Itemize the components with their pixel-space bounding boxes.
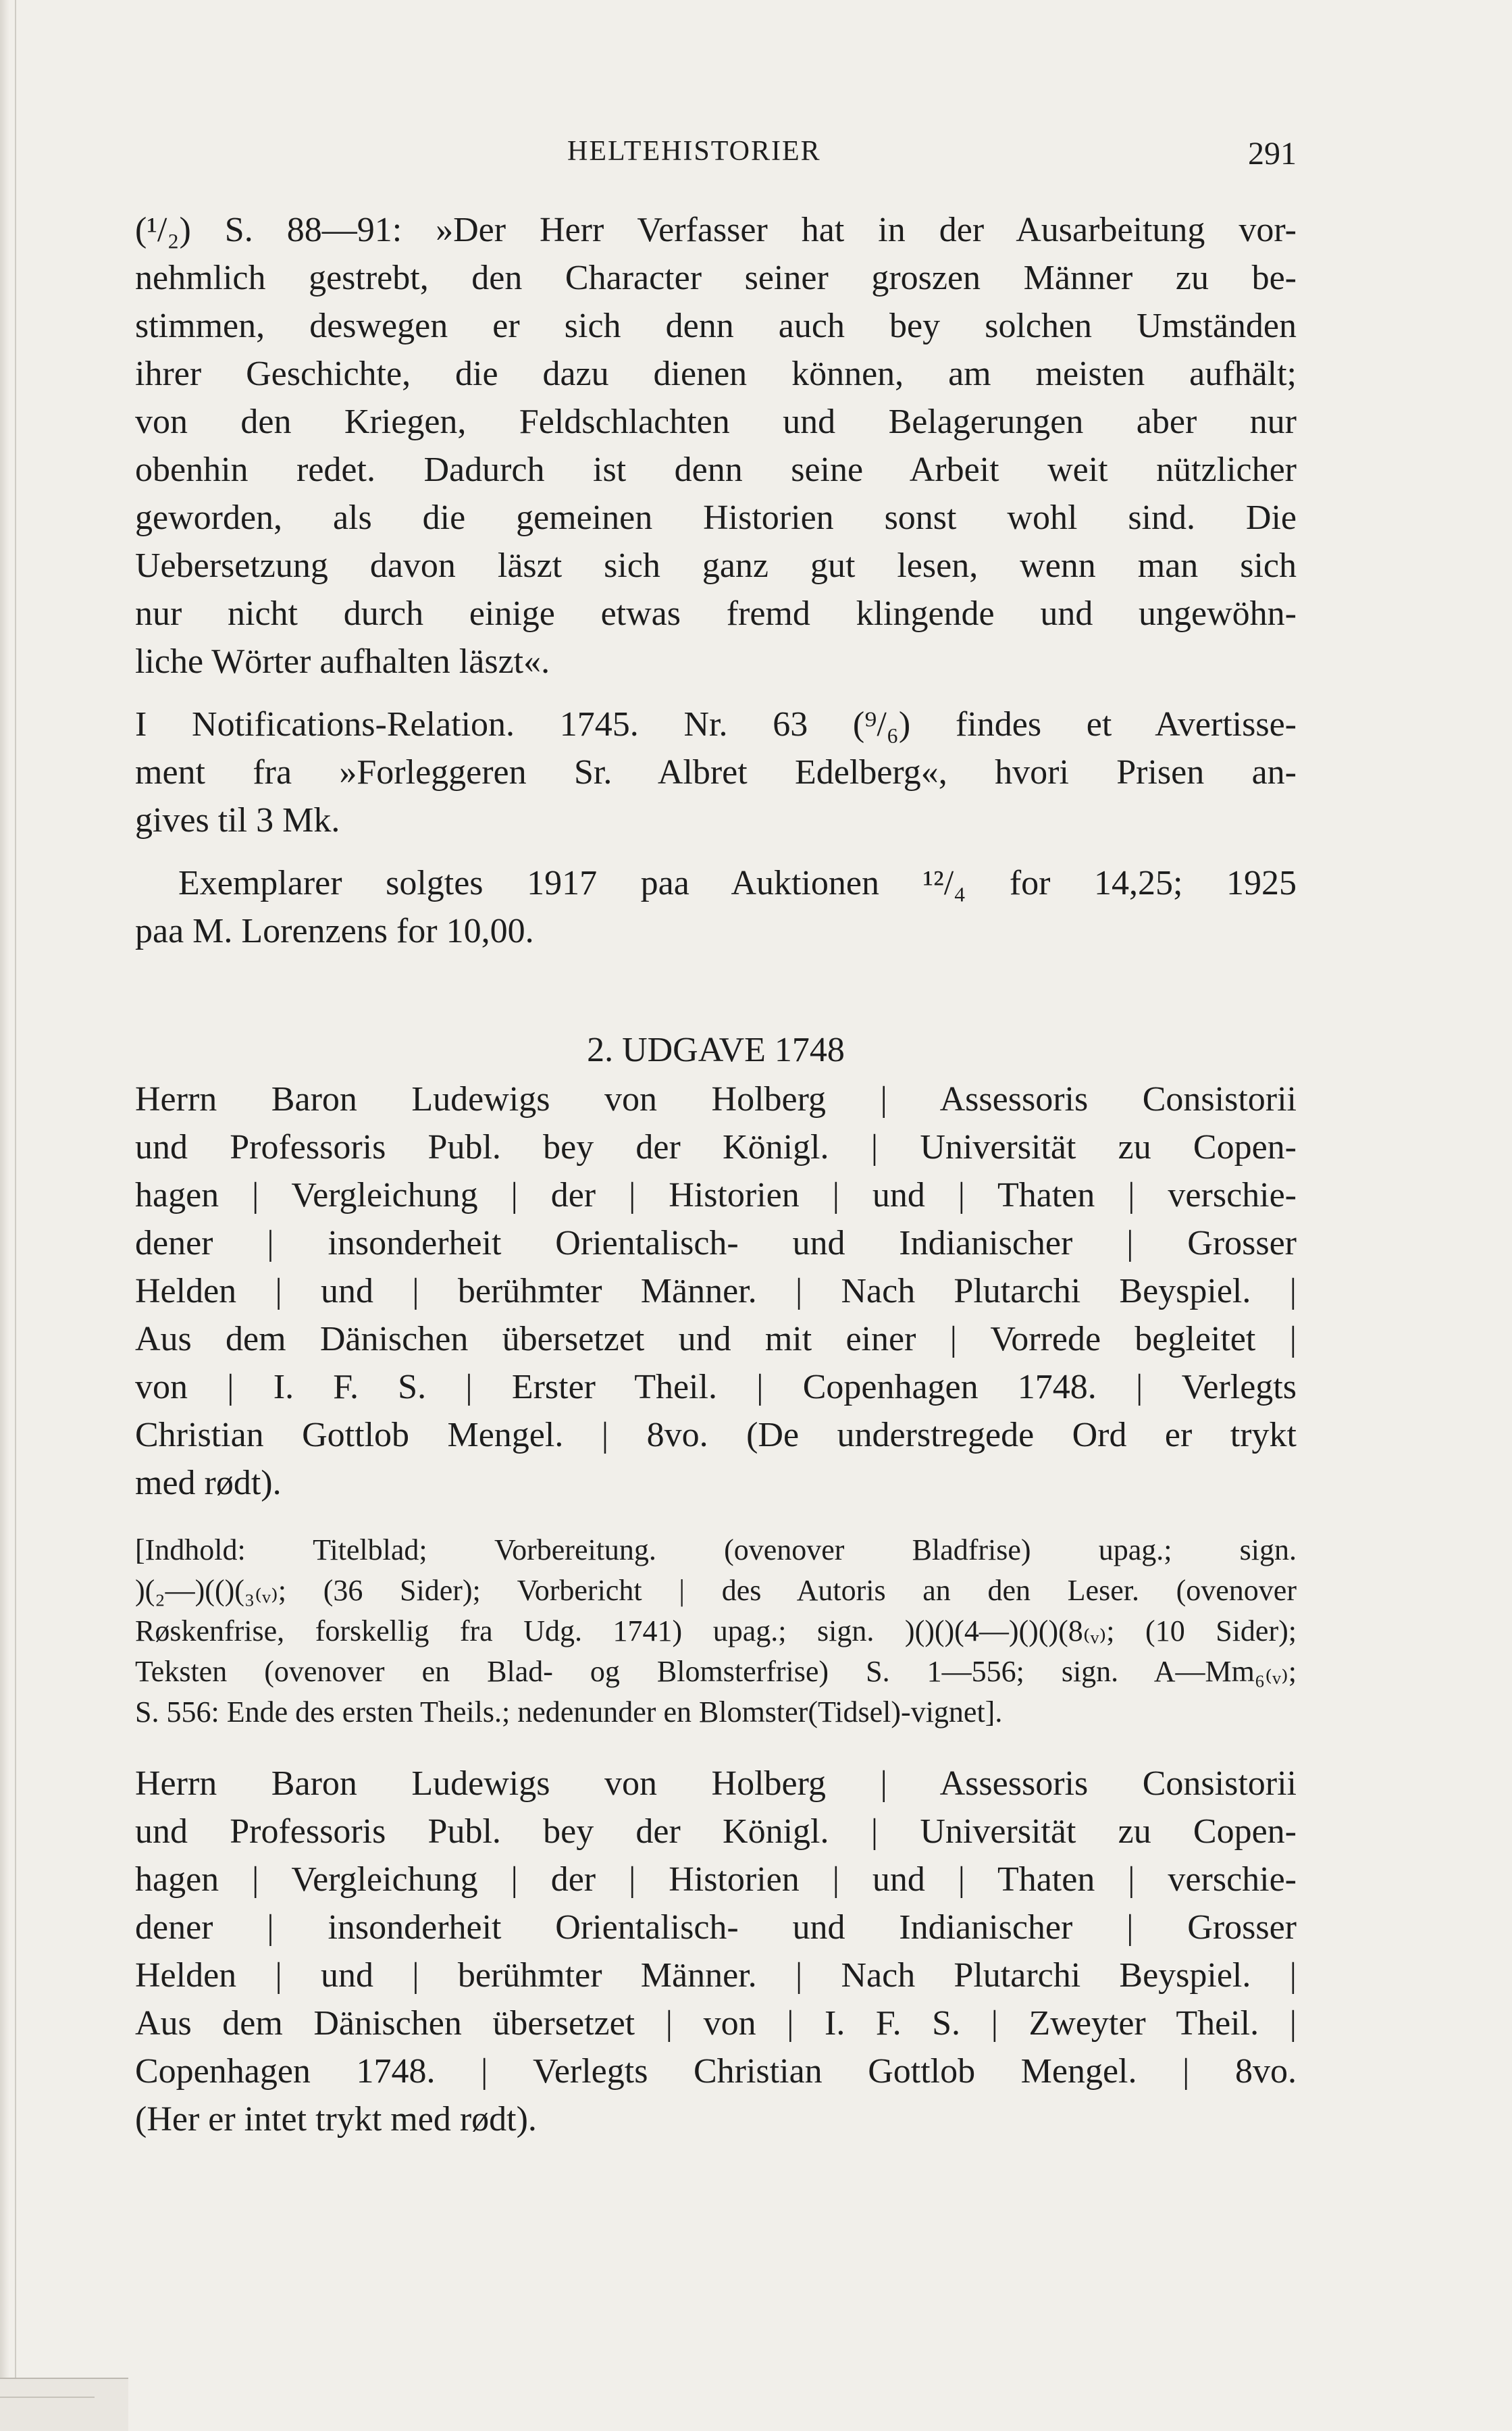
paragraph-title-vol2 <box>135 1760 1297 2143</box>
text-line: Christian Gottlob Mengel. | 8vo. (De understregede Ord er trykt <box>135 1416 1297 1454</box>
text-line: und Professoris Publ. bey der Königl. | Universität zu Copen- <box>135 1128 1297 1167</box>
text-line: stimmen, deswegen er sich denn auch bey solchen Umständen <box>135 307 1297 345</box>
section-heading: 2. UDGAVE 1748 <box>587 1031 845 1069</box>
text-line: nehmlich gestrebt, den Character seiner groszen Männer zu be- <box>135 259 1297 297</box>
text-line: nur nicht durch einige etwas fremd klingende und ungewöhn- <box>135 594 1297 633</box>
text-line: med rødt). <box>135 1464 282 1502</box>
text-line: gives til 3 Mk. <box>135 801 340 840</box>
text-line: )(₂—)(()(₃₍ᵥ₎; (36 Sider); Vorbericht | des Autoris an den Leser. (ovenover <box>135 1574 1297 1607</box>
text-line: dener | insonderheit Orientalisch- und Indianischer | Grosser <box>135 1908 1297 1947</box>
text-line: Herrn Baron Ludewigs von Holberg | Assessoris Consistorii <box>135 1764 1297 1803</box>
text-line: und Professoris Publ. bey der Königl. | Universität zu Copen- <box>135 1812 1297 1851</box>
running-title: HELTEHISTORIER <box>567 136 821 167</box>
paragraph-quote <box>135 206 1297 686</box>
page-edge <box>0 0 9 2430</box>
page-edge-line <box>15 0 16 2430</box>
text-line: ihrer Geschichte, die dazu dienen können, am meisten aufhält; <box>135 355 1297 393</box>
text-line: (¹/₂) S. 88—91: »Der Herr Verfasser hat in der Ausarbeitung vor- <box>135 211 1297 249</box>
text-line: von den Kriegen, Feldschlachten und Belagerungen aber nur <box>135 403 1297 441</box>
text-line: von | I. F. S. | Erster Theil. | Copenhagen 1748. | Verlegts <box>135 1368 1297 1406</box>
text-line: paa M. Lorenzens for 10,00. <box>135 912 534 950</box>
text-line: ment fra »Forleggeren Sr. Albret Edelberg«, hvori Prisen an- <box>135 753 1297 792</box>
text-line: Aus dem Dänischen übersetzet und mit einer | Vorrede begleitet | <box>135 1320 1297 1358</box>
text-line: geworden, als die gemeinen Historien sonst wohl sind. Die <box>135 498 1297 537</box>
text-line: I Notifications-Relation. 1745. Nr. 63 (⁹/₆) findes et Avertisse- <box>135 705 1297 744</box>
paragraph-notification <box>135 700 1297 844</box>
text-line: obenhin redet. Dadurch ist denn seine Arbeit weit nützlicher <box>135 451 1297 489</box>
bottom-tab-inner <box>0 2397 95 2431</box>
paragraph-title-vol1 <box>135 1075 1297 1507</box>
contents-note <box>135 1530 1297 1733</box>
text-line: Copenhagen 1748. | Verlegts Christian Gottlob Mengel. | 8vo. <box>135 2052 1297 2091</box>
text-line: liche Wörter aufhalten läszt«. <box>135 642 550 681</box>
text-line: (Her er intet trykt med rødt). <box>135 2100 537 2139</box>
text-line: Uebersetzung davon läszt sich ganz gut lesen, wenn man sich <box>135 546 1297 585</box>
text-line: dener | insonderheit Orientalisch- und Indianischer | Grosser <box>135 1224 1297 1262</box>
running-head <box>135 135 1297 176</box>
page-body <box>135 206 1297 2143</box>
text-line: [Indhold: Titelblad; Vorbereitung. (ovenover Bladfrise) upag.; sign. <box>135 1533 1297 1566</box>
text-line: Aus dem Dänischen übersetzet | von | I. F. S. | Zweyter Theil. | <box>135 2004 1297 2043</box>
text-line: Teksten (ovenover en Blad- og Blomsterfrise) S. 1—556; sign. A—Mm₆₍ᵥ₎; <box>135 1655 1297 1688</box>
text-line: Røskenfrise, forskellig fra Udg. 1741) upag.; sign. )()()(4—)()()(8₍ᵥ₎; (10 Sider); <box>135 1614 1297 1647</box>
text-line: Exemplarer solgtes 1917 paa Auktionen ¹²/₄ for 14,25; 1925 <box>178 864 1297 902</box>
text-line: hagen | Vergleichung | der | Historien | und | Thaten | verschie- <box>135 1860 1297 1899</box>
text-line: Helden | und | berühmter Männer. | Nach Plutarchi Beyspiel. | <box>135 1272 1297 1310</box>
text-line: hagen | Vergleichung | der | Historien | und | Thaten | verschie- <box>135 1176 1297 1214</box>
text-line: Herrn Baron Ludewigs von Holberg | Assessoris Consistorii <box>135 1080 1297 1119</box>
text-line: S. 556: Ende des ersten Theils.; nedenunder en Blomster(Tidsel)-vignet]. <box>135 1695 1003 1729</box>
paragraph-auction <box>135 859 1297 955</box>
page-number: 291 <box>1248 136 1297 172</box>
text-line: Helden | und | berühmter Männer. | Nach Plutarchi Beyspiel. | <box>135 1956 1297 1995</box>
